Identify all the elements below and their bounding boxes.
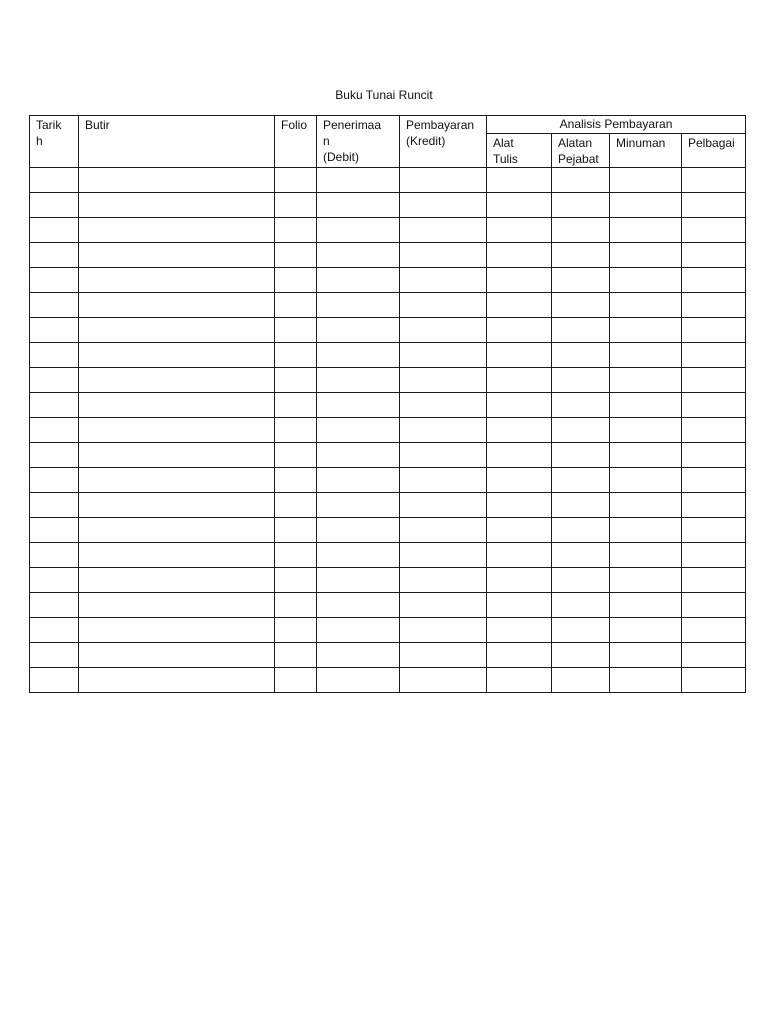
cell-pelbagai: [682, 643, 746, 668]
cell-pembayaran: [400, 493, 487, 518]
cell-folio: [275, 643, 317, 668]
cell-folio: [275, 268, 317, 293]
cell-minuman: [610, 418, 682, 443]
cell-butir: [79, 418, 275, 443]
cell-folio: [275, 468, 317, 493]
cell-folio: [275, 368, 317, 393]
cell-penerimaan: [317, 543, 400, 568]
table-row: [30, 418, 746, 443]
cell-tarikh: [30, 618, 79, 643]
cell-minuman: [610, 243, 682, 268]
cell-folio: [275, 668, 317, 693]
cell-penerimaan: [317, 218, 400, 243]
table-row: [30, 493, 746, 518]
cell-alat-tulis: [487, 393, 552, 418]
cell-tarikh: [30, 268, 79, 293]
cell-butir: [79, 193, 275, 218]
cell-pelbagai: [682, 368, 746, 393]
header-pelbagai: Pelbagai: [682, 134, 746, 168]
cell-pelbagai: [682, 493, 746, 518]
cell-folio: [275, 343, 317, 368]
cell-pelbagai: [682, 468, 746, 493]
cell-alat-tulis: [487, 193, 552, 218]
cell-pelbagai: [682, 393, 746, 418]
table-row: [30, 668, 746, 693]
cell-alat-tulis: [487, 293, 552, 318]
cell-pembayaran: [400, 343, 487, 368]
cell-penerimaan: [317, 618, 400, 643]
table-row: [30, 268, 746, 293]
table-row: [30, 593, 746, 618]
cell-alat-tulis: [487, 468, 552, 493]
cell-pelbagai: [682, 593, 746, 618]
cell-alat-tulis: [487, 593, 552, 618]
cell-minuman: [610, 193, 682, 218]
cell-butir: [79, 643, 275, 668]
cell-tarikh: [30, 593, 79, 618]
cell-alatan-pejabat: [552, 218, 610, 243]
cell-alatan-pejabat: [552, 493, 610, 518]
cell-pelbagai: [682, 518, 746, 543]
cell-minuman: [610, 393, 682, 418]
cell-minuman: [610, 568, 682, 593]
cell-alat-tulis: [487, 243, 552, 268]
cell-penerimaan: [317, 568, 400, 593]
cell-minuman: [610, 268, 682, 293]
cell-butir: [79, 293, 275, 318]
cell-alatan-pejabat: [552, 368, 610, 393]
cell-alatan-pejabat: [552, 268, 610, 293]
table-body: [30, 168, 746, 693]
cell-tarikh: [30, 643, 79, 668]
cell-pelbagai: [682, 318, 746, 343]
cell-tarikh: [30, 543, 79, 568]
cell-folio: [275, 318, 317, 343]
header-folio: Folio: [275, 116, 317, 168]
cell-pelbagai: [682, 243, 746, 268]
cell-penerimaan: [317, 193, 400, 218]
cell-pembayaran: [400, 668, 487, 693]
header-alat-tulis: Alat Tulis: [487, 134, 552, 168]
cell-folio: [275, 443, 317, 468]
cell-butir: [79, 543, 275, 568]
table-row: [30, 443, 746, 468]
header-analisis-pembayaran: Analisis Pembayaran: [487, 116, 746, 134]
cell-tarikh: [30, 393, 79, 418]
table-row: [30, 518, 746, 543]
cell-tarikh: [30, 443, 79, 468]
cell-alatan-pejabat: [552, 593, 610, 618]
table-row: [30, 293, 746, 318]
cell-alat-tulis: [487, 268, 552, 293]
cell-folio: [275, 418, 317, 443]
cell-tarikh: [30, 568, 79, 593]
cell-penerimaan: [317, 643, 400, 668]
table-row: [30, 468, 746, 493]
cell-tarikh: [30, 418, 79, 443]
cell-penerimaan: [317, 593, 400, 618]
table-row: [30, 643, 746, 668]
cell-pembayaran: [400, 243, 487, 268]
cell-butir: [79, 168, 275, 193]
header-penerimaan: Penerimaa n (Debit): [317, 116, 400, 168]
cell-penerimaan: [317, 343, 400, 368]
cell-alat-tulis: [487, 343, 552, 368]
table-header: [30, 116, 746, 168]
cell-alatan-pejabat: [552, 343, 610, 368]
cell-butir: [79, 393, 275, 418]
table-row: [30, 568, 746, 593]
table-row: [30, 543, 746, 568]
cell-pelbagai: [682, 193, 746, 218]
cell-folio: [275, 293, 317, 318]
cell-minuman: [610, 343, 682, 368]
cell-penerimaan: [317, 518, 400, 543]
cell-alatan-pejabat: [552, 643, 610, 668]
cell-pelbagai: [682, 343, 746, 368]
cell-minuman: [610, 668, 682, 693]
cell-pelbagai: [682, 618, 746, 643]
cell-butir: [79, 668, 275, 693]
cell-penerimaan: [317, 393, 400, 418]
cell-alatan-pejabat: [552, 418, 610, 443]
cell-pembayaran: [400, 193, 487, 218]
cell-penerimaan: [317, 318, 400, 343]
cell-folio: [275, 543, 317, 568]
table-row: [30, 618, 746, 643]
cell-alat-tulis: [487, 543, 552, 568]
cell-alatan-pejabat: [552, 543, 610, 568]
cell-alat-tulis: [487, 618, 552, 643]
cell-tarikh: [30, 468, 79, 493]
cell-alat-tulis: [487, 443, 552, 468]
cell-butir: [79, 343, 275, 368]
cell-tarikh: [30, 493, 79, 518]
cell-butir: [79, 518, 275, 543]
table-row: [30, 343, 746, 368]
cell-alat-tulis: [487, 218, 552, 243]
header-minuman: Minuman: [610, 134, 682, 168]
cell-folio: [275, 218, 317, 243]
cell-penerimaan: [317, 493, 400, 518]
cell-minuman: [610, 543, 682, 568]
cell-butir: [79, 593, 275, 618]
cell-pelbagai: [682, 293, 746, 318]
cell-butir: [79, 443, 275, 468]
cell-alatan-pejabat: [552, 618, 610, 643]
cell-pembayaran: [400, 218, 487, 243]
cell-penerimaan: [317, 243, 400, 268]
cell-alatan-pejabat: [552, 318, 610, 343]
cell-pembayaran: [400, 318, 487, 343]
cell-pelbagai: [682, 168, 746, 193]
cell-penerimaan: [317, 668, 400, 693]
cell-minuman: [610, 518, 682, 543]
cell-pembayaran: [400, 443, 487, 468]
cell-pelbagai: [682, 568, 746, 593]
cell-penerimaan: [317, 368, 400, 393]
cell-folio: [275, 618, 317, 643]
cell-pembayaran: [400, 368, 487, 393]
cell-minuman: [610, 643, 682, 668]
cell-minuman: [610, 218, 682, 243]
header-tarikh: Tarik h: [30, 116, 79, 168]
cell-alat-tulis: [487, 168, 552, 193]
cell-minuman: [610, 468, 682, 493]
cell-butir: [79, 493, 275, 518]
cell-tarikh: [30, 318, 79, 343]
cell-pelbagai: [682, 668, 746, 693]
cell-tarikh: [30, 293, 79, 318]
cell-penerimaan: [317, 468, 400, 493]
table-row: [30, 368, 746, 393]
cell-pembayaran: [400, 518, 487, 543]
cell-pembayaran: [400, 643, 487, 668]
cell-minuman: [610, 593, 682, 618]
cell-butir: [79, 368, 275, 393]
cell-pembayaran: [400, 543, 487, 568]
cell-pembayaran: [400, 568, 487, 593]
cell-alat-tulis: [487, 668, 552, 693]
cell-alat-tulis: [487, 418, 552, 443]
cell-minuman: [610, 618, 682, 643]
cell-alatan-pejabat: [552, 243, 610, 268]
cell-folio: [275, 568, 317, 593]
header-pembayaran: Pembayaran (Kredit): [400, 116, 487, 168]
cell-pembayaran: [400, 618, 487, 643]
cell-tarikh: [30, 168, 79, 193]
cell-tarikh: [30, 518, 79, 543]
cell-pembayaran: [400, 393, 487, 418]
cell-pelbagai: [682, 543, 746, 568]
cell-minuman: [610, 493, 682, 518]
cell-alat-tulis: [487, 518, 552, 543]
cell-tarikh: [30, 343, 79, 368]
cell-pembayaran: [400, 418, 487, 443]
cell-alatan-pejabat: [552, 568, 610, 593]
cell-alat-tulis: [487, 368, 552, 393]
cell-pelbagai: [682, 218, 746, 243]
cell-alat-tulis: [487, 568, 552, 593]
cell-alatan-pejabat: [552, 443, 610, 468]
cell-minuman: [610, 318, 682, 343]
petty-cash-table: [29, 115, 746, 693]
cell-tarikh: [30, 668, 79, 693]
cell-pelbagai: [682, 418, 746, 443]
cell-butir: [79, 568, 275, 593]
cell-tarikh: [30, 193, 79, 218]
cell-minuman: [610, 168, 682, 193]
header-alatan-pejabat: Alatan Pejabat: [552, 134, 610, 168]
table-row: [30, 193, 746, 218]
cell-penerimaan: [317, 418, 400, 443]
cell-tarikh: [30, 243, 79, 268]
cell-butir: [79, 218, 275, 243]
cell-penerimaan: [317, 268, 400, 293]
cell-alatan-pejabat: [552, 518, 610, 543]
cell-tarikh: [30, 368, 79, 393]
cell-tarikh: [30, 218, 79, 243]
cell-folio: [275, 493, 317, 518]
cell-minuman: [610, 443, 682, 468]
cell-folio: [275, 168, 317, 193]
cell-folio: [275, 393, 317, 418]
cell-butir: [79, 618, 275, 643]
cell-alatan-pejabat: [552, 668, 610, 693]
cell-alatan-pejabat: [552, 293, 610, 318]
cell-penerimaan: [317, 293, 400, 318]
cell-folio: [275, 518, 317, 543]
cell-alat-tulis: [487, 318, 552, 343]
cell-pelbagai: [682, 268, 746, 293]
cell-pembayaran: [400, 468, 487, 493]
cell-butir: [79, 318, 275, 343]
cell-penerimaan: [317, 168, 400, 193]
page-title: Buku Tunai Runcit: [335, 88, 433, 102]
cell-butir: [79, 243, 275, 268]
cell-minuman: [610, 368, 682, 393]
table-row: [30, 243, 746, 268]
cell-penerimaan: [317, 443, 400, 468]
header-butir: Butir: [79, 116, 275, 168]
cell-pelbagai: [682, 443, 746, 468]
cell-folio: [275, 593, 317, 618]
cell-butir: [79, 268, 275, 293]
cell-pembayaran: [400, 268, 487, 293]
cell-butir: [79, 468, 275, 493]
table-row: [30, 318, 746, 343]
cell-alat-tulis: [487, 493, 552, 518]
cell-alatan-pejabat: [552, 393, 610, 418]
table-row: [30, 168, 746, 193]
cell-pembayaran: [400, 168, 487, 193]
cell-alatan-pejabat: [552, 468, 610, 493]
cell-alatan-pejabat: [552, 168, 610, 193]
cell-minuman: [610, 293, 682, 318]
cell-folio: [275, 243, 317, 268]
cell-alat-tulis: [487, 643, 552, 668]
cell-alatan-pejabat: [552, 193, 610, 218]
table-row: [30, 393, 746, 418]
table-row: [30, 218, 746, 243]
cell-pembayaran: [400, 593, 487, 618]
cell-pembayaran: [400, 293, 487, 318]
cell-folio: [275, 193, 317, 218]
